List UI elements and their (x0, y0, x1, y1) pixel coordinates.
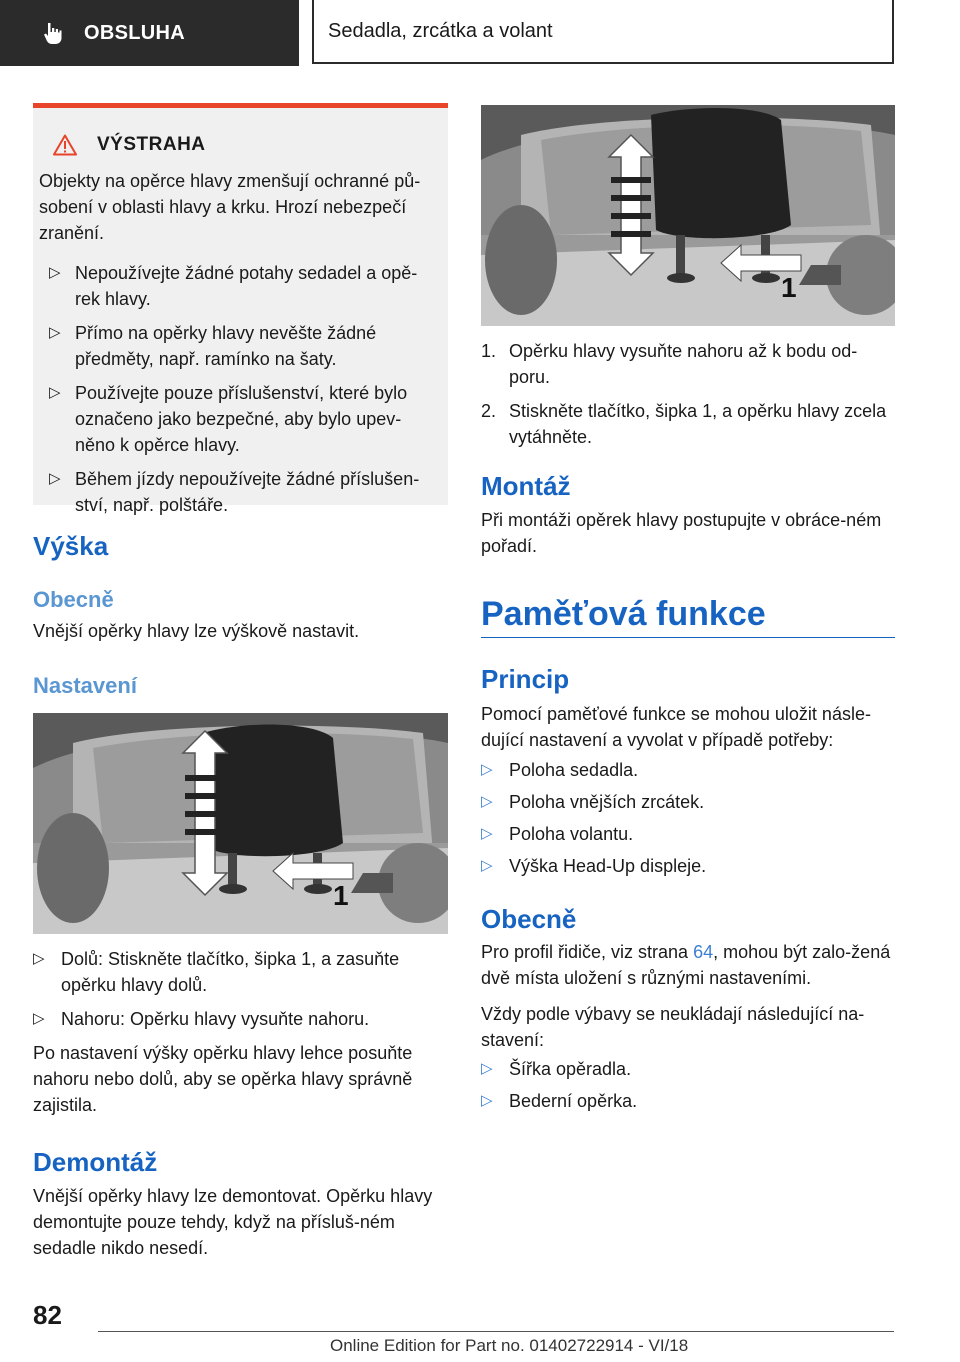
bullet-triangle-icon: ▷ (481, 825, 493, 842)
photo-callout: 1 (333, 880, 349, 911)
step-item (481, 338, 895, 390)
footer-rule (98, 1331, 894, 1332)
list-item (39, 380, 439, 458)
list-item (481, 757, 895, 783)
page-link[interactable]: 64 (693, 942, 714, 962)
warning-header (53, 134, 206, 156)
after-adjust-text: Po nastavení výšky opěrku hlavy lehce posuňte nahoru nebo dolů, aby se opěrka hlavy správně zajistila. (33, 1043, 413, 1115)
heading-pametova-funkce: Paměťová funkce (481, 595, 766, 633)
warning-triangle-icon (53, 134, 77, 156)
vybava-list (481, 1056, 895, 1114)
obecne-right-text (481, 939, 895, 991)
bullet-triangle-icon: ▷ (33, 950, 45, 967)
warning-body (39, 168, 439, 518)
list-item-text: Dolů: Stiskněte tlačítko, šipka 1, a zasuňte opěrku hlavy dolů. (61, 949, 400, 995)
list-item (33, 1006, 448, 1032)
list-item (481, 1056, 895, 1082)
remove-steps (481, 338, 895, 450)
headrest-illustration (33, 713, 448, 934)
list-item-text: Výška Head-Up displeje. (509, 856, 707, 876)
list-item-text: Nahoru: Opěrku hlavy vysuňte nahoru. (61, 1009, 370, 1029)
heading-obecne-right: Obecně (481, 904, 577, 934)
bullet-triangle-icon: ▷ (481, 761, 493, 778)
section-tab (0, 0, 299, 66)
heading-rule (481, 637, 895, 638)
list-item-text: Během jízdy nepoužívejte žádné příslušen-ství, např. polštáře. (75, 469, 420, 515)
bullet-triangle-icon: ▷ (49, 470, 61, 487)
bullet-triangle-icon: ▷ (49, 324, 61, 341)
list-item-text: Poloha volantu. (509, 824, 634, 844)
list-item-text: Poloha vnějších zrcátek. (509, 792, 705, 812)
list-item (481, 1088, 895, 1114)
obecne-text-part: , mohou být zalo-žená dvě místa uložení s různými nastaveními. (481, 942, 891, 988)
bullet-triangle-icon: ▷ (481, 1060, 493, 1077)
list-item-text: Poloha sedadla. (509, 760, 639, 780)
list-item (39, 260, 439, 312)
heading-princip: Princip (481, 664, 570, 694)
demontaz-text: Vnější opěrky hlavy lze demontovat. Opěrku hlavy demontujte pouze tehdy, když na přísluš-ném sedadle nikdo nesedí. (33, 1186, 433, 1258)
list-item-text: Nepoužívejte žádné potahy sedadel a opě-rek hlavy. (75, 263, 418, 309)
list-item (33, 946, 448, 998)
adjust-list (33, 946, 448, 1118)
obecne-text-part: Pro profil řidiče, viz strana (481, 942, 694, 962)
warning-text: Objekty na opěrce hlavy zmenšují ochranné pů-sobení v oblasti hlavy a krku. Hrozí nebezpečí zranění. (39, 171, 421, 243)
heading-nastaveni: Nastavení (33, 673, 137, 698)
vybava-text: Vždy podle výbavy se neukládají následující na-stavení: (481, 1004, 865, 1050)
list-item-text: Přímo na opěrky hlavy nevěšte žádné předměty, např. ramínko na šaty. (75, 323, 377, 369)
heading-vyska: Výška (33, 531, 109, 561)
headrest-illustration (481, 105, 895, 326)
step-number: 2. (481, 401, 497, 421)
section-label: OBSLUHA (84, 21, 185, 44)
page-number: 82 (33, 1300, 62, 1330)
list-item (481, 853, 895, 879)
footer-edition: Online Edition for Part no. 01402722914 - VI/18 (330, 1336, 689, 1355)
bullet-triangle-icon: ▷ (481, 1092, 493, 1109)
heading-montaz: Montáž (481, 471, 571, 501)
list-item (481, 789, 895, 815)
chapter-tab (312, 0, 894, 64)
montaz-text: Při montáži opěrek hlavy postupujte v obráce-ném pořadí. (481, 510, 882, 556)
bullet-triangle-icon: ▷ (481, 793, 493, 810)
list-item-text: Bederní opěrka. (509, 1091, 638, 1111)
bullet-triangle-icon: ▷ (49, 264, 61, 281)
list-item (481, 821, 895, 847)
photo-callout: 1 (781, 272, 797, 303)
princip-text: Pomocí paměťové funkce se mohou uložit násle-dující nastavení a vyvolat v případě potřeby: (481, 704, 871, 750)
step-text: Stiskněte tlačítko, šipka 1, a opěrku hlavy zcela vytáhněte. (509, 401, 887, 447)
page-header (0, 0, 960, 66)
list-item (39, 320, 439, 372)
princip-list (481, 757, 895, 879)
chapter-title: Sedadla, zrcátka a volant (328, 19, 553, 42)
bullet-triangle-icon: ▷ (33, 1010, 45, 1027)
step-text: Opěrku hlavy vysuňte nahoru až k bodu od-poru. (509, 341, 858, 387)
step-number: 1. (481, 341, 497, 361)
hand-pointer-icon (40, 20, 66, 46)
list-item (39, 466, 439, 518)
headrest-photo-adjust (33, 713, 448, 934)
heading-demontaz: Demontáž (33, 1147, 158, 1177)
list-item-text: Šířka opěradla. (509, 1059, 632, 1079)
heading-obecne-left: Obecně (33, 587, 114, 612)
bullet-triangle-icon: ▷ (49, 384, 61, 401)
warning-title: VÝSTRAHA (97, 134, 206, 155)
step-item (481, 398, 895, 450)
warning-box (33, 103, 448, 515)
headrest-photo-remove (481, 105, 895, 326)
list-item-text: Používejte pouze příslušenství, které bylo označeno jako bezpečné, aby bylo upev-něno k opěrce hlavy. (75, 383, 408, 455)
obecne-left-text: Vnější opěrky hlavy lze výškově nastavit. (33, 621, 360, 641)
bullet-triangle-icon: ▷ (481, 857, 493, 874)
